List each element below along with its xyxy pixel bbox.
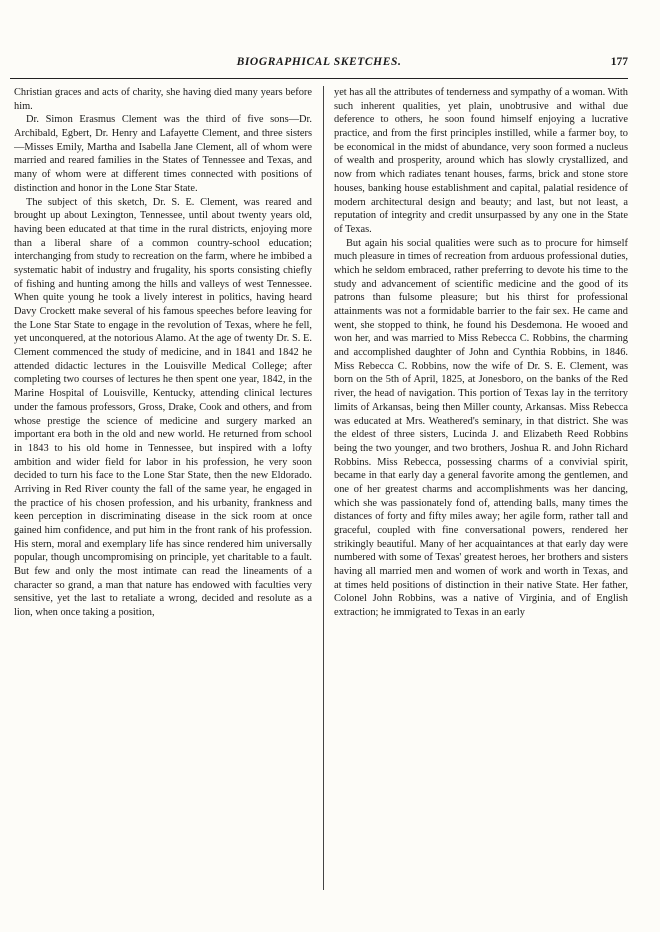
page-header: [10, 56, 628, 76]
page-number: 177: [610, 56, 628, 68]
paragraph: Christian graces and acts of charity, she having died many years before him.: [14, 87, 312, 112]
header-rule: [10, 78, 628, 79]
right-column: [334, 86, 628, 892]
paragraph: The subject of this sketch, Dr. S. E. Clement, was reared and brought up about Lexington, Tennessee, until about twenty years old, having been educated at that time in the rural districts, enjoying more than a liberal share of a common country-school education; interchanging from study to recreation on the farm, where he imbibed a systematic habit of industry and frugality, his sports consisting chiefly of fishing and hunting among the hills and valleys of west Tennessee. When quite young he took a lively interest in politics, having heard Davy Crockett make several of his famous speeches before leaving for the Lone Star State to engage in the revolution of Texas, where he fell, yet unconquered, at the notorious Alamo. At the age of twenty Dr. S. E. Clement commenced the study of medicine, and in 1841 and 1842 he attended didactic lectures in the Louisville Medical College; after completing two courses of lectures he then spent one year, 1842, in the Marine Hospital of Louisville, Kentucky, attending clinical lectures under the famous professors, Gross, Drake, Cook and others, and from whose prestige the science of medicine and surgery marked an important era both in the old and new world. He returned from school in 1843 to his old home in Tennessee, but inspired with a lofty ambition and wider field for labor in his profession, he very soon decided to turn his face to the Lone Star State, then the new Eldorado. Arriving in Red River county the fall of the same year, he engaged in the practice of his chosen profession, and his urbanity, frankness and keen perception in discriminating disease in the sick room at once gained him confidence, and put him in the front rank of his profession. His stern, moral and exemplary life has since rendered him universally popular, though uncompromising on principle, yet charitable to a fault. But few and only the most intimate can read the lineaments of a character so grand, a man that nature has endowed with faculties very sensitive, yet the last to retaliate a wrong, decided and resolute as a lion, when once taking a position,: [14, 196, 312, 619]
paragraph: yet has all the attributes of tenderness and sympathy of a woman. With such inherent qualities, yet plain, unobtrusive and withal due deference to others, he soon found himself enjoying a lucrative practice, and from the first principles instilled, while a farmer boy, to be economical in the midst of abundance, very soon formed a nucleus of wealth and prosperity, around which has slowly crystallized, and now from which radiates tenant houses, farms, brick and stone store houses, banking house establishment and capital, palatial residence of modern architectural design and beauty; and last, but not least, a reputation of integrity and credit unsurpassed by any one in the State of Texas.: [334, 87, 628, 235]
left-column: [14, 86, 312, 892]
column-divider: [323, 86, 324, 890]
paragraph: Dr. Simon Erasmus Clement was the third of five sons—Dr. Archibald, Egbert, Dr. Henry and Lafayette Clement, and three sisters—Misses Emily, Martha and Isabella Jane Clement, all of whom were married and reared families in the States of Tennessee and Texas, and many of whom were at different times connected with positions of distinction and honor in the Lone Star State.: [14, 114, 312, 194]
running-title: BIOGRAPHICAL SKETCHES.: [236, 56, 402, 68]
paragraph: But again his social qualities were such as to procure for himself much pleasure in times of recreation from arduous professional duties, which he seldom embraced, rather preferring to devote his time to the study and advancement of scientific medicine and the good of its patrons than fulsome pleasure; but his thirst for professional attainments was not a formidable barrier to the fair sex. He came and went, she stopped to think, he found his Desdemona. He wooed and won her, and was married to Miss Rebecca C. Robbins, the charming and accomplished daughter of John and Cynthia Robbins, in 1846. Miss Rebecca C. Robbins, now the wife of Dr. S. E. Clement, was born on the 5th of April, 1825, at Jonesboro, on the banks of the Red river, the head of navigation. This portion of Texas lay in the territory limits of Arkansas, being then Miller county, Arkansas. Miss Rebecca was educated at Mrs. Weathered's seminary, in that district. She was the eldest of three sisters, Lucinda J. and Elizabeth Reed Robbins being the two younger, and two brothers, Joshua R. and John Richard Robbins. Miss Rebecca, possessing charms of a convivial spirit, became in that early day a general favorite among the gentlemen, and one of her greatest charms and accomplishments was her dancing, which she was passionately fond of, attending balls, many times the distances of forty and fifty miles away; her agile form, rather tall and graceful, coupled with fine conversational powers, rendered her strikingly beautiful. Many of her acquaintances at that early day were numbered with some of Texas' greatest heroes, her brothers and sisters having all married men and women of work and worth in Texas, and at times held positions of distinction in their native State. Her father, Colonel John Robbins, was a native of Virginia, and of English extraction; he immigrated to Texas in an early: [334, 237, 628, 619]
